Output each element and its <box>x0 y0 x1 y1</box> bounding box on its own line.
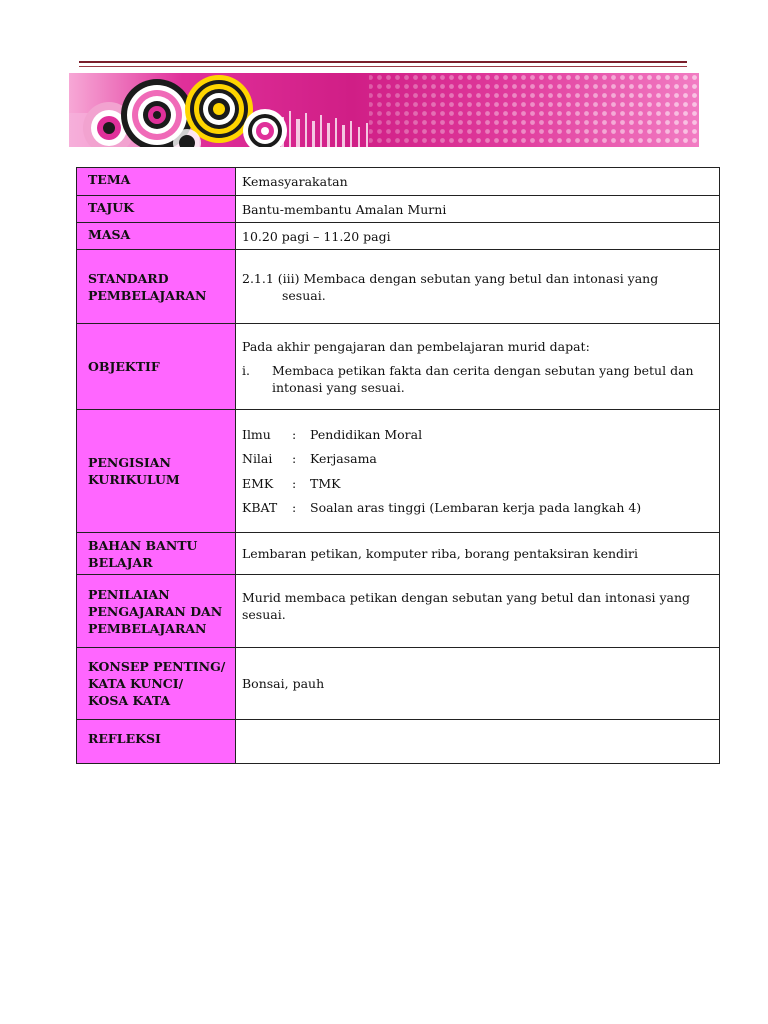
penilaian-label <box>77 575 236 648</box>
pengisian-val: TMK <box>310 475 341 491</box>
konsep-label-line2: KATA KUNCI/ <box>88 676 184 691</box>
tema-value: Kemasyarakatan <box>236 168 720 196</box>
standard-label <box>77 250 236 324</box>
banner-art <box>69 73 699 147</box>
row-refleksi <box>77 720 720 764</box>
konsep-label <box>77 648 236 720</box>
pengisian-key: Ilmu <box>242 426 271 442</box>
row-bahan <box>77 533 720 575</box>
row-objektif <box>77 324 720 410</box>
tema-label: TEMA <box>77 168 236 196</box>
bahan-label <box>77 533 236 575</box>
standard-label-line2: PEMBELAJARAN <box>88 287 207 303</box>
refleksi-value[interactable] <box>236 720 720 764</box>
tajuk-value: Bantu-membantu Amalan Murni <box>236 196 720 223</box>
konsep-label-line1: KONSEP PENTING/ <box>88 659 226 674</box>
refleksi-label: REFLEKSI <box>77 720 236 764</box>
penilaian-label-line1: PENILAIAN <box>88 586 170 602</box>
pengisian-row-kbat <box>242 496 711 521</box>
objektif-intro: Pada akhir pengajaran dan pembelajaran murid dapat: <box>242 338 590 354</box>
pengisian-label <box>77 410 236 533</box>
pengisian-sep: : <box>292 451 297 467</box>
row-penilaian <box>77 575 720 648</box>
pengisian-val: Soalan aras tinggi (Lembaran kerja pada langkah 4) <box>310 500 642 516</box>
konsep-label-line3: KOSA KATA <box>88 693 171 708</box>
masa-label: MASA <box>77 223 236 250</box>
standard-label-line1: STANDARD <box>88 270 169 286</box>
pengisian-label-line2: KURIKULUM <box>88 472 180 487</box>
pengisian-key: KBAT <box>242 500 278 516</box>
row-standard <box>77 250 720 324</box>
pengisian-sep: : <box>292 475 297 491</box>
masa-value: 10.20 pagi – 11.20 pagi <box>236 223 720 250</box>
pengisian-sep: : <box>292 426 297 442</box>
row-tema <box>77 168 720 196</box>
standard-value <box>236 250 720 324</box>
penilaian-label-line3: PEMBELAJARAN <box>88 620 207 636</box>
row-masa <box>77 223 720 250</box>
bahan-label-line1: BAHAN BANTU <box>88 537 198 553</box>
pengisian-label-line1: PENGISIAN <box>88 455 171 470</box>
objektif-item-line1: Membaca petikan fakta dan cerita dengan sebutan yang betul dan <box>272 362 694 378</box>
objektif-item-text <box>272 362 694 396</box>
objektif-item <box>242 362 711 396</box>
lesson-plan-table <box>76 167 720 764</box>
pengisian-key: Nilai <box>242 451 273 467</box>
penilaian-line1: Murid membaca petikan dengan sebutan yang betul dan intonasi yang <box>242 590 691 605</box>
pengisian-value <box>236 410 720 533</box>
penilaian-label-line2: PENGAJARAN DAN <box>88 603 223 619</box>
header-banner <box>69 73 699 147</box>
row-tajuk <box>77 196 720 223</box>
pengisian-key: EMK <box>242 475 274 491</box>
penilaian-line2: sesuai. <box>242 607 286 622</box>
konsep-value: Bonsai, pauh <box>236 648 720 720</box>
standard-line2: sesuai. <box>282 287 326 303</box>
pengisian-row-emk <box>242 471 711 496</box>
objektif-item-line2: intonasi yang sesuai. <box>272 379 405 395</box>
pengisian-row-ilmu <box>242 422 711 447</box>
objektif-value <box>236 324 720 410</box>
objektif-label: OBJEKTIF <box>77 324 236 410</box>
row-konsep <box>77 648 720 720</box>
penilaian-value <box>236 575 720 648</box>
pengisian-val: Pendidikan Moral <box>310 426 423 442</box>
tajuk-label: TAJUK <box>77 196 236 223</box>
objektif-item-number: i. <box>242 362 250 378</box>
pengisian-row-nilai <box>242 447 711 472</box>
top-rule-thin <box>79 66 687 67</box>
bahan-label-line2: BELAJAR <box>88 554 153 570</box>
pengisian-sep: : <box>292 500 297 516</box>
pengisian-val: Kerjasama <box>310 451 377 467</box>
bahan-value: Lembaran petikan, komputer riba, borang pentaksiran kendiri <box>236 533 720 575</box>
top-rule <box>79 61 687 63</box>
row-pengisian <box>77 410 720 533</box>
standard-line1: 2.1.1 (iii) Membaca dengan sebutan yang betul dan intonasi yang <box>242 270 659 286</box>
